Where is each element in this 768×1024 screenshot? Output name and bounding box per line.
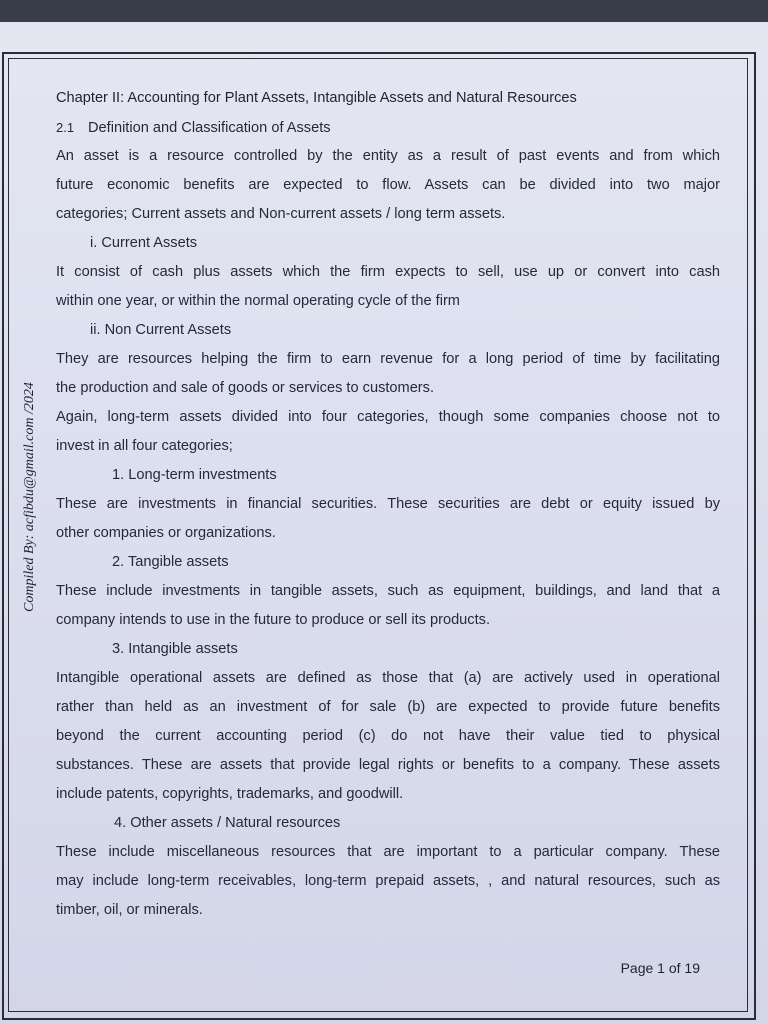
section-number: 2.1 xyxy=(56,120,75,135)
paragraph-line: They are resources helping the firm to earn revenue for a long period of time by facilitating xyxy=(56,351,720,367)
paragraph-line: the production and sale of goods or services to customers. xyxy=(56,380,435,396)
paragraph-line: Intangible operational assets are defined as those that (a) are actively used in operational xyxy=(56,670,720,686)
intro-line: An asset is a resource controlled by the entity as a result of past events and from which xyxy=(56,148,720,164)
paragraph-line: timber, oil, or minerals. xyxy=(56,902,203,918)
paragraph-line: include patents, copyrights, trademarks, and goodwill. xyxy=(56,786,404,802)
paragraph-line: rather than held as an investment of for sale (b) are expected to provide future benefits xyxy=(56,699,720,715)
category-heading: 2. Tangible assets xyxy=(112,554,229,570)
paragraph-line: other companies or organizations. xyxy=(56,525,276,541)
compiled-by-note: Compiled By: acfibdu@gmail.com /2024 xyxy=(22,382,37,612)
paragraph-line: It consist of cash plus assets which the firm expects to sell, use up or convert into cash xyxy=(56,264,720,280)
chapter-title: Chapter II: Accounting for Plant Assets, Intangible Assets and Natural Resources xyxy=(56,90,577,106)
intro-line: categories; Current assets and Non-current assets / long term assets. xyxy=(56,206,506,222)
section-heading xyxy=(56,113,720,142)
section-title: Definition and Classification of Assets xyxy=(88,120,331,136)
document-body xyxy=(56,84,720,925)
paragraph-line: These are investments in financial securities. These securities are debt or equity issued by xyxy=(56,496,720,512)
paragraph-line: These include investments in tangible assets, such as equipment, buildings, and land that a xyxy=(56,583,720,599)
intro-line: future economic benefits are expected to flow. Assets can be divided into two major xyxy=(56,177,720,193)
paragraph-line: beyond the current accounting period (c) do not have their value tied to physical xyxy=(56,728,720,744)
paragraph-line: substances. These are assets that provide legal rights or benefits to a company. These assets xyxy=(56,757,720,773)
category-heading: 1. Long-term investments xyxy=(112,467,277,483)
page-number: Page 1 of 19 xyxy=(620,960,700,976)
category-heading: 4. Other assets / Natural resources xyxy=(114,815,341,831)
paragraph-line: company intends to use in the future to produce or sell its products. xyxy=(56,612,491,628)
paragraph-line: invest in all four categories; xyxy=(56,438,233,454)
paragraph-line: within one year, or within the normal operating cycle of the firm xyxy=(56,293,460,309)
paragraph-line: Again, long-term assets divided into four categories, though some companies choose not to xyxy=(56,409,720,425)
current-assets-heading: i. Current Assets xyxy=(90,235,198,251)
non-current-assets-heading: ii. Non Current Assets xyxy=(90,322,232,338)
category-heading: 3. Intangible assets xyxy=(112,641,238,657)
paragraph-line: These include miscellaneous resources that are important to a particular company. These xyxy=(56,844,720,860)
paragraph-line: may include long-term receivables, long-term prepaid assets, , and natural resources, such as xyxy=(56,873,720,889)
